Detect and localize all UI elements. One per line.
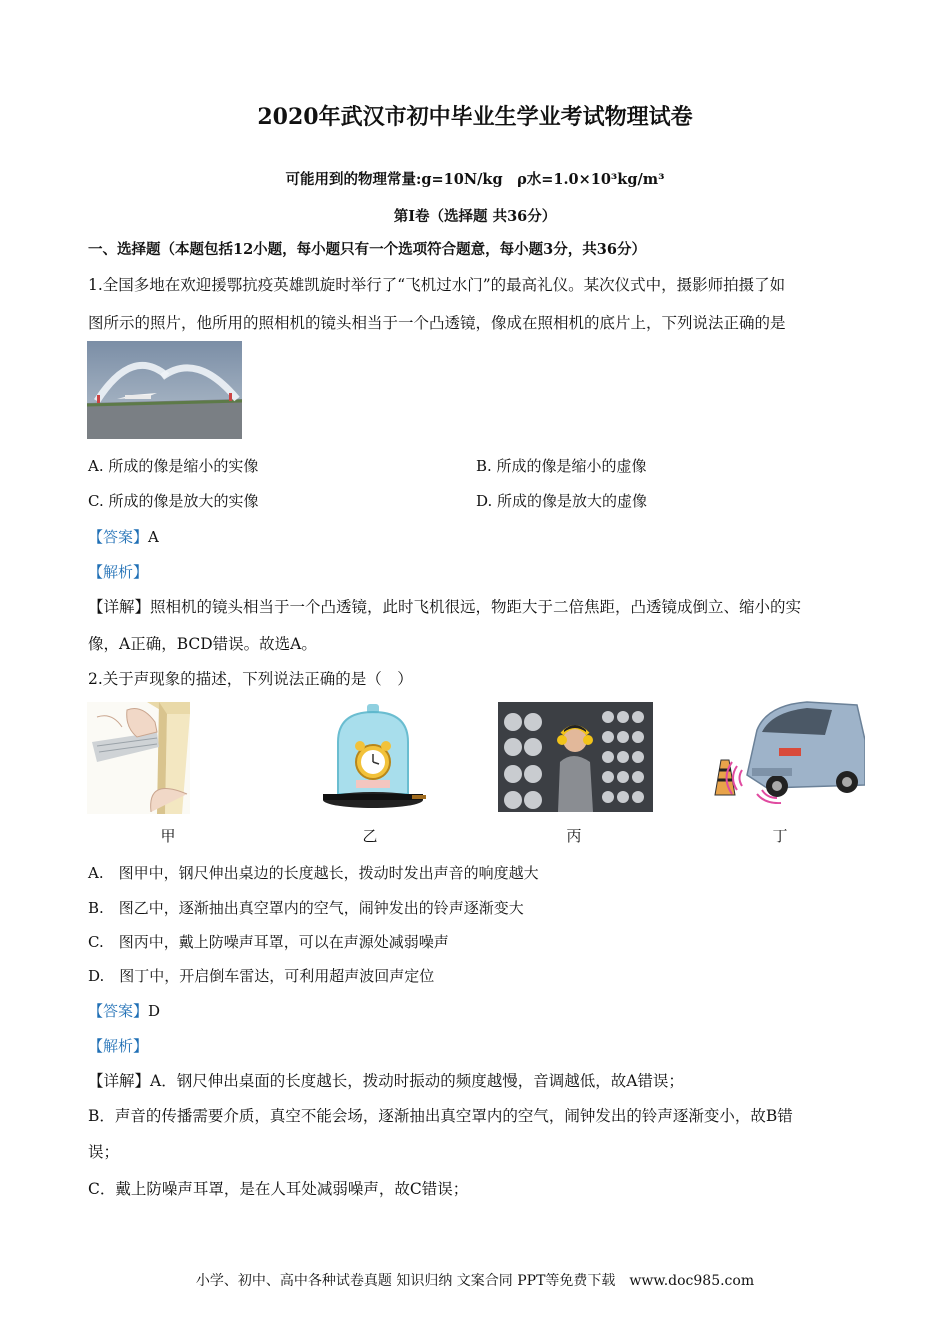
q2-option-c: C. 图丙中，戴上防噪声耳罩，可以在声源处减弱噪声 xyxy=(88,933,449,951)
q2-option-b: B. 图乙中，逐渐抽出真空罩内的空气，闹钟发出的铃声逐渐变大 xyxy=(88,899,524,917)
part-heading: 第Ⅰ卷（选择题 共36分） xyxy=(393,208,557,225)
answer-value: D xyxy=(148,1002,161,1020)
physical-constants: 可能用到的物理常量:g=10N/kg ρ水=1.0×10³kg/m³ xyxy=(285,171,665,188)
q2-answer xyxy=(88,1000,160,1021)
q1-detail-line1 xyxy=(88,595,801,617)
q2-analysis-label: 【解析】 xyxy=(88,1037,149,1055)
ruler-on-table-image xyxy=(87,702,190,814)
q1-stem-line2: 图所示的照片，他所用的照相机的镜头相当于一个凸透镜，像成在照相机的底片上，下列说法正确的是 xyxy=(88,314,786,332)
answer-label: 【答案】 xyxy=(88,528,149,546)
detail-label: 【详解】 xyxy=(88,598,151,616)
q1-option-a: A. 所成的像是缩小的实像 xyxy=(88,457,259,475)
q1-option-d: D. 所成的像是放大的虚像 xyxy=(476,492,648,510)
q1-option-b: B. 所成的像是缩小的虚像 xyxy=(476,457,647,475)
caption-yi: 乙 xyxy=(362,827,378,845)
q1-option-c: C. 所成的像是放大的实像 xyxy=(88,492,259,510)
document-title: 2020年武汉市初中毕业生学业考试物理试卷 xyxy=(257,104,693,130)
car-reverse-radar-image xyxy=(707,700,865,804)
page-footer: 小学、初中、高中各种试卷真题 知识归纳 文案合同 PPT等免费下载 www.doc985.com xyxy=(195,1273,755,1289)
bell-jar-alarm-clock-image xyxy=(320,702,426,812)
q2-stem: 2.关于声现象的描述，下列说法正确的是（ ） xyxy=(88,670,413,688)
q2-option-a: A. 图甲中，钢尺伸出桌边的长度越长，拨动时发出声音的响度越大 xyxy=(88,864,539,882)
q2-option-d: D. 图丁中，开启倒车雷达，可利用超声波回声定位 xyxy=(88,967,435,985)
answer-value: A xyxy=(148,528,159,546)
answer-label: 【答案】 xyxy=(88,1002,149,1020)
q1-analysis-label: 【解析】 xyxy=(88,563,149,581)
detail-label: 【详解】 xyxy=(88,1072,151,1090)
q2-detail-a xyxy=(88,1069,684,1091)
detail-text: A．钢尺伸出桌面的长度越长，拨动时振动的频度越慢，音调越低，故A错误； xyxy=(150,1072,684,1090)
water-gate-airplane-photo xyxy=(87,341,242,439)
caption-ding: 丁 xyxy=(772,827,788,845)
q1-stem-line1: 1.全国多地在欢迎援鄂抗疫英雄凯旋时举行了“飞机过水门”的最高礼仪。某次仪式中，摄影师拍摄了如 xyxy=(88,276,786,294)
q1-answer xyxy=(88,526,159,547)
q2-detail-b-line1: B．声音的传播需要介质，真空不能会场，逐渐抽出真空罩内的空气，闹钟发出的铃声逐渐变小，故B错 xyxy=(88,1107,793,1125)
q2-detail-c: C．戴上防噪声耳罩，是在人耳处减弱噪声，故C错误； xyxy=(88,1180,469,1198)
caption-jia: 甲 xyxy=(160,827,176,845)
q2-detail-b-line2: 误； xyxy=(88,1143,120,1161)
section-heading: 一、选择题（本题包括12小题，每小题只有一个选项符合题意，每小题3分，共36分） xyxy=(88,241,646,258)
q1-detail-line2: 像，A正确，BCD错误。故选A。 xyxy=(88,635,317,653)
detail-text: 照相机的镜头相当于一个凸透镜，此时飞机很远，物距大于二倍焦距，凸透镜成倒立、缩小的实 xyxy=(150,598,802,616)
factory-worker-earmuffs-image xyxy=(498,702,653,812)
caption-bing: 丙 xyxy=(566,827,582,845)
